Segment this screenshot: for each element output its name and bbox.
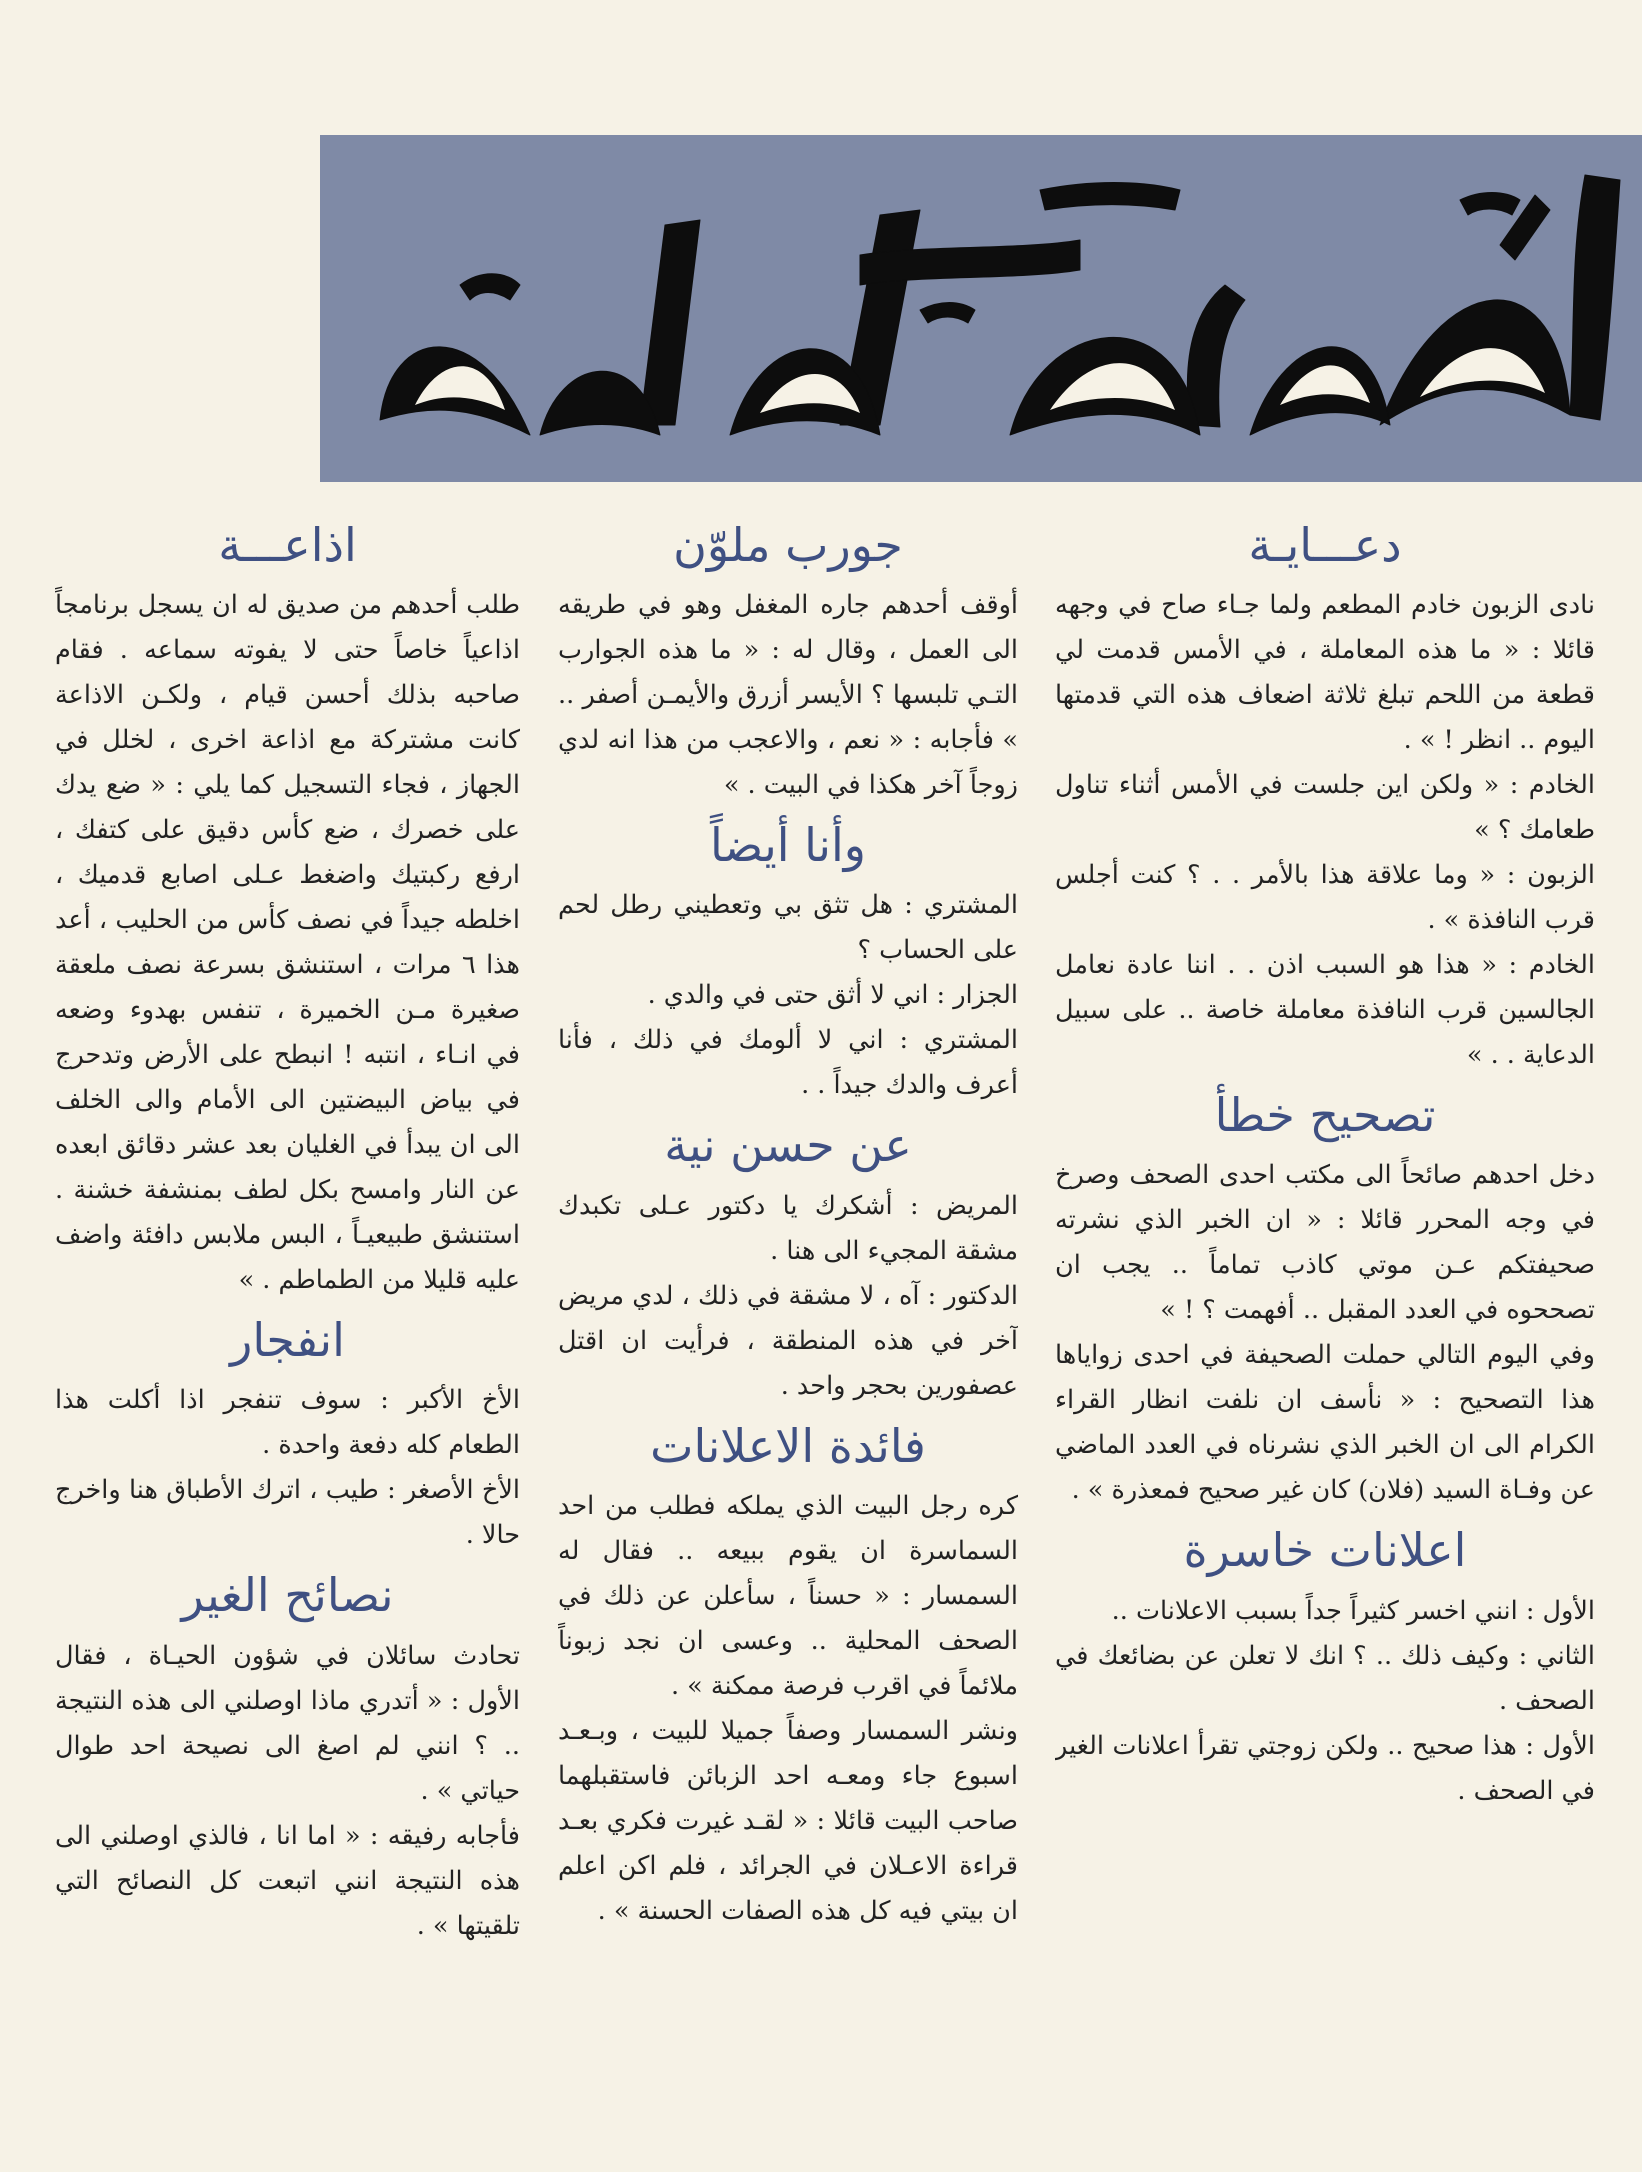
paragraph: نادى الزبون خادم المطعم ولما جـاء صاح في وجهه قائلا : « ما هذه المعاملة ، في الأمس قدمت لي قطعة من اللحم تبلغ ثلاثة اضعاف هذه التي قدمتها اليوم .. انظر ! » . — [1055, 590, 1595, 756]
paragraph: كره رجل البيت الذي يملكه فطلب من احد السماسرة ان يقوم ببيعه .. فقال له السمسار : « حسناً ، سأعلن عن ذلك في الصحف المحلية .. وعسى ان نجد زبوناً ملائماً في اقرب فرصة ممكنة » . — [558, 1490, 1018, 1701]
section-me-too — [558, 818, 1018, 1108]
section-heading: فائدة الاعلانات — [650, 1418, 926, 1473]
paragraph: وفي اليوم التالي حملت الصحيفة في احدى زواياها هذا التصحيح : « نأسف ان نلفت انظار القراء الكرام الى ان الخبر الذي نشرناه في العدد الماضي عن وفـاة السيد (فلان) كان غير صحيح فمعذرة » . — [1055, 1340, 1595, 1506]
section-explosion — [55, 1313, 520, 1558]
section-heading: اعلانات خاسرة — [1183, 1523, 1467, 1578]
column-middle — [558, 512, 1018, 2152]
paragraph: المريض : أشكرك يا دكتور عـلى تكبدك مشقة المجيء الى هنا . — [558, 1190, 1018, 1266]
section-good-intent — [558, 1118, 1018, 1408]
paragraph: دخل احدهم صائحاً الى مكتب احدى الصحف وصرخ في وجه المحرر قائلا : « ان الخبر الذي نشرته صحيفتكم عـن موتي كاذب تماماً .. يجب ان تصححوه في العدد المقبل .. أفهمت ؟ ! » — [1055, 1160, 1595, 1326]
section-heading: وأنا أيضاً — [710, 818, 866, 873]
paragraph: المشتري : هل تثق بي وتعطيني رطل لحم على الحساب ؟ — [558, 890, 1018, 966]
paragraph: طلب أحدهم من صديق له ان يسجل برنامجاً اذاعياً خاصاً حتى لا يفوته سماعه . فقام صاحبه بذلك أحسن قيام ، ولكـن الاذاعة كانت مشتركة مع اذاعة اخرى ، لخلل في الجهاز ، فجاء التسجيل كما يلي : « ضع يدك على خصرك ، ضع كأس دقيق على كتفك ، ارفع ركبتيك واضغط عـلى اصابع قدميك ، اخلطه جيداً في نصف كأس من الحليب ، أعد هذا ٦ مرات ، استنشق بسرعة نصف ملعقة صغيرة مـن الخميرة ، تنفس بهدوء وضعه في انـاء ، انتبه ! انبطح على الأرض وتدحرج في بياض البيضتين الى الأمام والى الخلف الى ان يبدأ في الغليان بعد عشر دقائق ابعده عن النار وامسح بكل لطف بمنشفة خشنة . استنشق طبيعيـاً ، البس ملابس دافئة واضف عليه قليلا من الطماطم . » — [55, 590, 520, 1296]
section-heading: اذاعـــة — [218, 518, 357, 572]
section-heading: عن حسن نية — [664, 1118, 912, 1173]
paragraph: أوقف أحدهم جاره المغفل وهو في طريقه الى العمل ، وقال له : « ما هذه الجوارب التـي تلبسها ؟ الأيسر أزرق والأيمـن أصفر .. » فأجابه : « نعم ، والاعجب من هذا انه لدي زوجاً آخر هكذا في البيت . » — [558, 590, 1018, 801]
paragraph: فأجابه رفيقه : « اما انا ، فالذي اوصلني الى هذه النتيجة انني اتبعت كل النصائح التي تلقيتها » . — [55, 1820, 520, 1941]
paragraph: تحادث سائلان في شؤون الحيـاة ، فقال الأول : « أتدري ماذا اوصلني الى هذه النتيجة .. ؟ انني لم اصغ الى نصيحة احد طوال حياتي » . — [55, 1640, 520, 1806]
section-colored-sock — [558, 518, 1018, 808]
paragraph: المشتري : اني لا ألومك في ذلك ، فأنا أعرف والدك جيداً . . — [558, 1025, 1018, 1101]
paragraph: الأول : انني اخسر كثيراً جداً بسبب الاعلانات .. — [1111, 1595, 1595, 1626]
paragraph: الجزار : اني لا أثق حتى في والدي . — [647, 980, 1018, 1011]
section-heading: دعـــايـة — [1248, 518, 1402, 572]
section-propaganda — [1055, 518, 1595, 1078]
calligraphic-title-art — [320, 135, 1642, 482]
column-left — [55, 512, 520, 2152]
column-right — [1055, 512, 1595, 2152]
section-losing-ads — [1055, 1523, 1595, 1813]
paragraph: الأول : هذا صحيح .. ولكن زوجتي تقرأ اعلانات الغير في الصحف . — [1055, 1730, 1595, 1806]
section-heading: جورب ملوّن — [673, 518, 903, 572]
paragraph: الخادم : « ولكن اين جلست في الأمس أثناء تناول طعامك ؟ » — [1055, 770, 1595, 846]
section-broadcast — [55, 518, 520, 1303]
paragraph: الزبون : « وما علاقة هذا بالأمر . . ؟ كنت أجلس قرب النافذة » . — [1055, 860, 1595, 936]
section-ads-benefit — [558, 1419, 1018, 1934]
paragraph: الخادم : « هذا هو السبب اذن . . اننا عادة نعامل الجالسين قرب النافذة معاملة خاصة .. على سبيل الدعاية . . » — [1055, 950, 1595, 1071]
section-heading: نصائح الغير — [181, 1568, 394, 1623]
paragraph: الأخ الأصغر : طيب ، اترك الأطباق هنا واخرج حالا . — [55, 1475, 520, 1551]
section-others-advice — [55, 1568, 520, 1948]
paragraph: ونشر السمسار وصفاً جميلا للبيت ، وبـعـد اسبوع جاء ومعـه احد الزبائن فاستقبلهما صاحب البيت قائلا : « لقـد غيرت فكري بعـد قراءة الاعـلان في الجرائد ، فلم اكن اعلم ان بيتي فيه كل هذه الصفات الحسنة » . — [558, 1715, 1018, 1926]
paragraph: الدكتور : آه ، لا مشقة في ذلك ، لدي مريض آخر في هذه المنطقة ، فرأيت ان اقتل عصفورين بحجر واحد . — [558, 1280, 1018, 1401]
paragraph: الثاني : وكيف ذلك .. ؟ انك لا تعلن عن بضائعك في الصحف . — [1055, 1640, 1595, 1716]
section-heading: تصحيح خطأ — [1214, 1088, 1436, 1143]
paragraph: الأخ الأكبر : سوف تنفجر اذا أكلت هذا الطعام كله دفعة واحدة . — [55, 1385, 520, 1461]
section-heading: انفجار — [230, 1313, 345, 1368]
title-banner — [320, 135, 1642, 482]
section-correction — [1055, 1088, 1595, 1513]
